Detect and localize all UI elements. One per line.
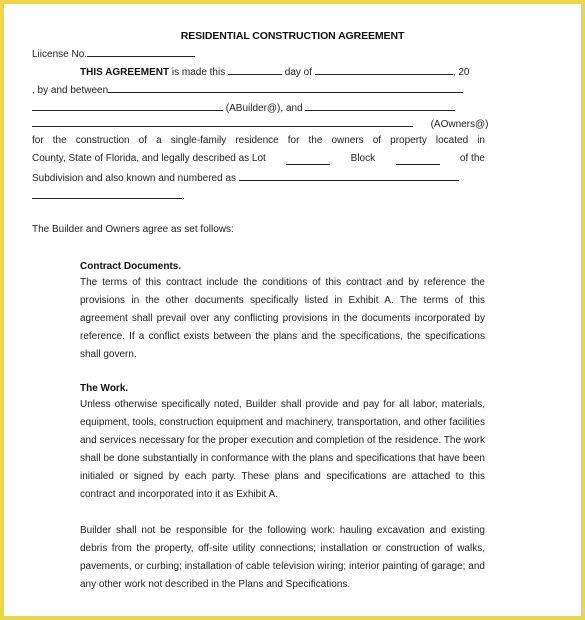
block-label: Block: [350, 153, 376, 164]
builder-tag: (ABuilder@), and: [225, 103, 303, 114]
address-blank[interactable]: [239, 171, 459, 181]
subdivision-continued-line: [32, 189, 185, 203]
agreement-lead: THIS AGREEMENT: [80, 67, 170, 78]
address-blank-2[interactable]: [32, 189, 182, 199]
party-blank-2[interactable]: [305, 101, 455, 111]
block-blank[interactable]: [396, 155, 440, 165]
document-page: [4, 4, 581, 616]
lot-blank[interactable]: [286, 155, 330, 165]
by-and-between: , by and between: [32, 85, 109, 96]
not-responsible-body: Builder shall not be responsible for the following work: hauling excavation and existing debris from the property, off-site utility connections; installation or construction of walks, pavements, or curbing; installation of cable television wiring; interior painting of garage; and any other work not described in the Plans and Specifications.: [80, 525, 485, 590]
license-label: Liicense No.: [32, 49, 88, 60]
county-line: [32, 153, 485, 165]
parties-line: [32, 83, 463, 97]
the-work-heading: The Work.: [80, 383, 129, 394]
agreement-line: [80, 65, 470, 79]
owners-tag: (AOwners@): [430, 119, 489, 130]
day-blank[interactable]: [228, 65, 282, 75]
builder-name-blank[interactable]: [32, 101, 223, 111]
subdivision-line: [32, 171, 459, 185]
month-blank[interactable]: [315, 65, 453, 75]
the-work-body: Unless otherwise specifically noted, Builder shall provide and pay for all labor, materials, equipment, tools, construction equipment and machinery, transportation, and other facilities and services necessary for the proper execution and completion of the residence. The work shall be done substantially in conformance with the plans and specifications that have been initialed or signed by each party. These plans and specifications are attached to this contract and incorporated into it as Exhibit A.: [80, 399, 485, 500]
subdivision-text: Subdivision and also known and numbered as: [32, 173, 237, 184]
builder-line: [32, 101, 455, 115]
license-line: [32, 47, 195, 61]
day-of-label: day of: [284, 67, 313, 78]
of-the-label: of the: [459, 153, 485, 164]
document-title: RESIDENTIAL CONSTRUCTION AGREEMENT: [180, 30, 405, 42]
year-prefix: , 20: [452, 67, 470, 78]
owners-name-blank[interactable]: [32, 117, 413, 127]
owners-line: [32, 117, 489, 131]
contract-documents-body: The terms of this contract include the conditions of this contract and by reference the provisions in the other documents specifically listed in Exhibit A. The terms of this agreement shall prevail over any conflicting provisions in the documents incorporated by reference. If a conflict exists between the plans and the specifications, the specifications shall govern.: [80, 277, 485, 360]
license-number-blank[interactable]: [87, 47, 195, 57]
county-text: County, State of Florida, and legally described as Lot: [32, 153, 266, 164]
construction-line: for the construction of a single-family residence for the owners of property located in: [32, 135, 485, 146]
contract-documents-heading: Contract Documents.: [80, 261, 182, 272]
agreement-made: is made this: [171, 67, 226, 78]
party-blank-1[interactable]: [108, 83, 463, 93]
period: .: [182, 191, 185, 202]
agree-intro: The Builder and Owners agree as set follows:: [32, 224, 234, 235]
